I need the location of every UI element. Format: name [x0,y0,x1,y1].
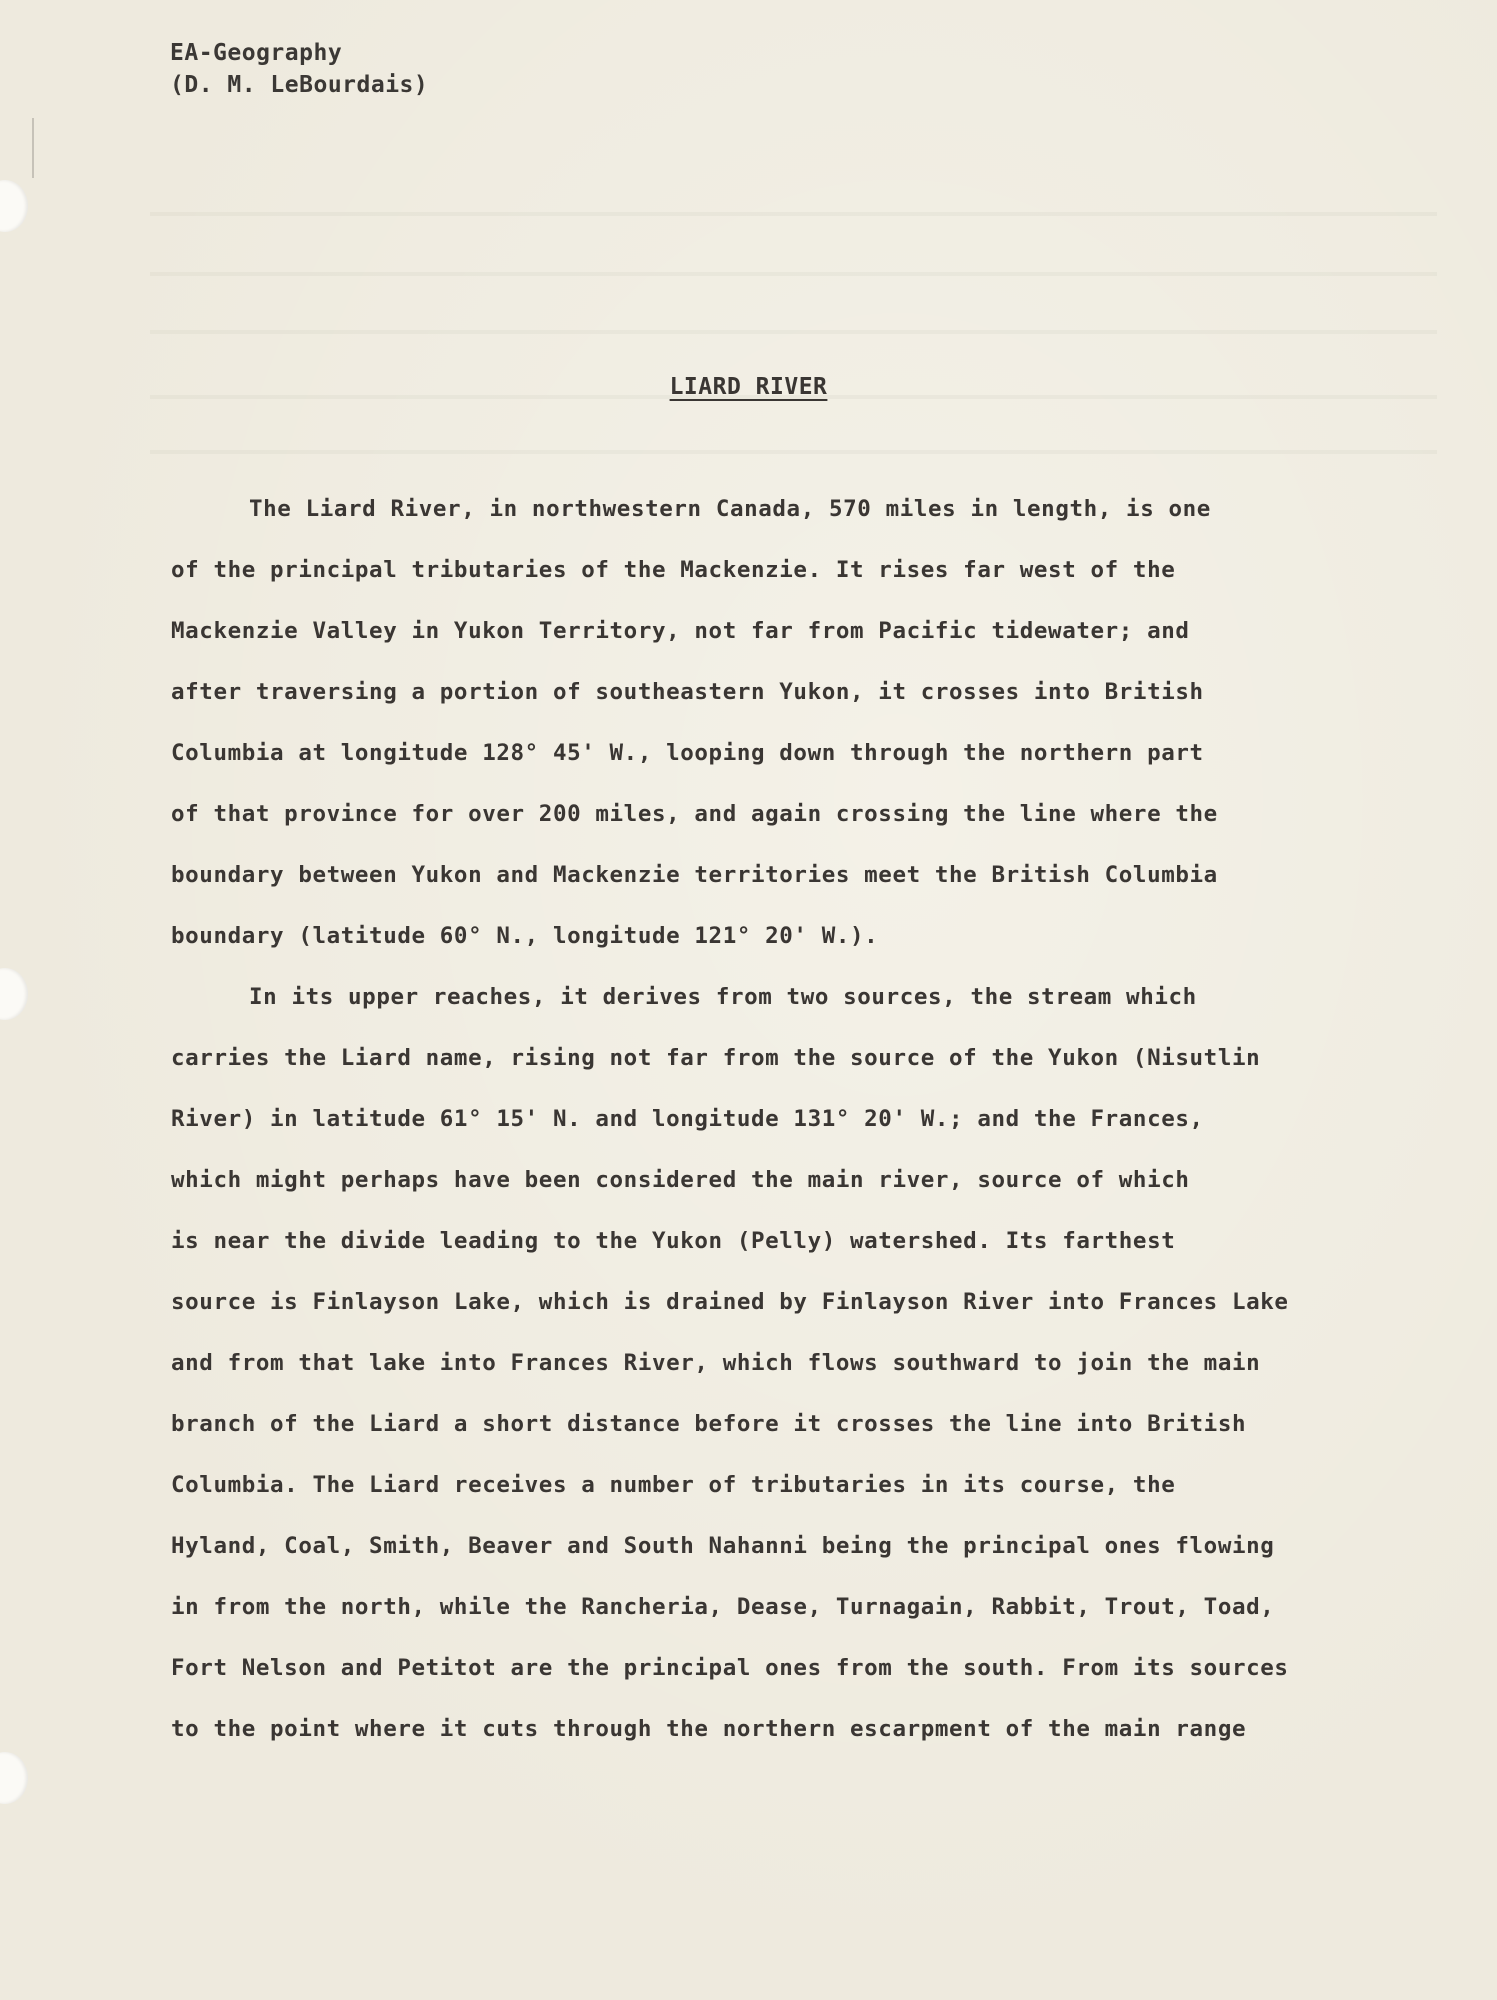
text-line: Fort Nelson and Petitot are the principal ones from the south. From its sources [171,1655,1289,1681]
text-line: after traversing a portion of southeastern Yukon, it crosses into British [171,679,1204,705]
bleed-through [150,272,1437,276]
text-line: River) in latitude 61° 15' N. and longitude 131° 20' W.; and the Frances, [171,1106,1204,1132]
punch-hole [0,968,28,1020]
text-line: of the principal tributaries of the Mackenzie. It rises far west of the [171,557,1176,583]
text-line: Columbia at longitude 128° 45' W., looping down through the northern part [171,740,1204,766]
margin-mark [32,118,34,178]
punch-hole [0,1752,28,1804]
text-line: In its upper reaches, it derives from two sources, the stream which [249,984,1197,1010]
page-title-text: LIARD RIVER [669,374,828,400]
text-line: of that province for over 200 miles, and again crossing the line where the [171,801,1218,827]
text-line: Columbia. The Liard receives a number of tributaries in its course, the [171,1472,1176,1498]
text-line: The Liard River, in northwestern Canada, 570 miles in length, is one [249,496,1211,522]
bleed-through [150,450,1437,454]
text-line: in from the north, while the Rancheria, Dease, Turnagain, Rabbit, Trout, Toad, [171,1594,1275,1620]
text-line: is near the divide leading to the Yukon (Pelly) watershed. Its farthest [171,1228,1176,1254]
text-line: which might perhaps have been considered the main river, source of which [171,1167,1190,1193]
text-line: Mackenzie Valley in Yukon Territory, not far from Pacific tidewater; and [171,618,1190,644]
header-author: (D. M. LeBourdais) [170,72,429,98]
text-line: branch of the Liard a short distance before it crosses the line into British [171,1411,1247,1437]
text-line: source is Finlayson Lake, which is drained by Finlayson River into Frances Lake [171,1289,1289,1315]
text-line: Hyland, Coal, Smith, Beaver and South Nahanni being the principal ones flowing [171,1533,1275,1559]
text-line: carries the Liard name, rising not far from the source of the Yukon (Nisutlin [171,1045,1261,1071]
text-line: to the point where it cuts through the northern escarpment of the main range [171,1716,1247,1742]
bleed-through [150,330,1437,334]
text-line: and from that lake into Frances River, which flows southward to join the main [171,1350,1261,1376]
page-title [0,374,1497,400]
text-line: boundary (latitude 60° N., longitude 121° 20' W.). [171,923,879,949]
bleed-through [150,212,1437,216]
punch-hole [0,180,28,232]
text-line: boundary between Yukon and Mackenzie territories meet the British Columbia [171,862,1218,888]
header-subject: EA-Geography [170,40,343,66]
